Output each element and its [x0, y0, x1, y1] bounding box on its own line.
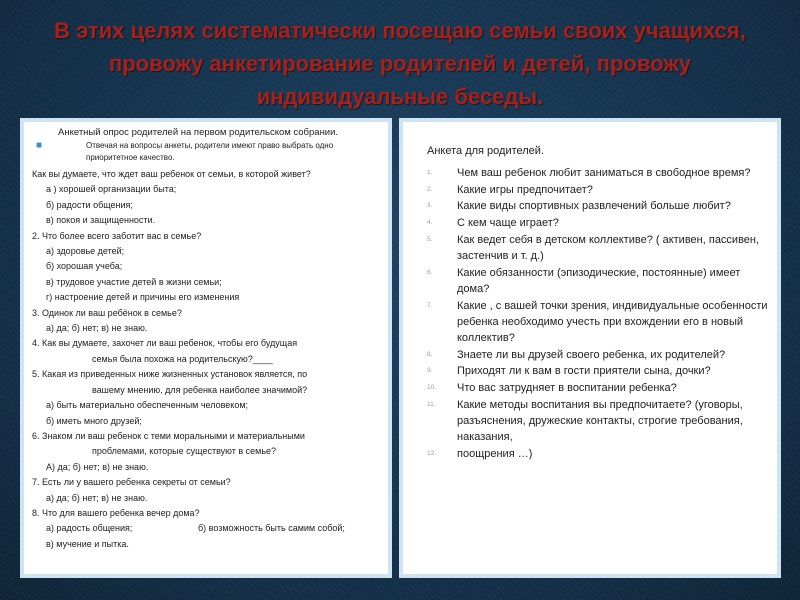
- list-item-text: Как ведет себя в детском коллективе? ( активен, пассивен, застенчив и т. д.): [457, 233, 760, 263]
- survey-instruction-text: Отвечая на вопросы анкеты, родители имеют право выбрать одно приоритетное качество.: [86, 141, 334, 162]
- question-7: 7. Есть ли у вашего ребенка секреты от семьи?: [32, 477, 231, 488]
- list-item: [427, 265, 771, 297]
- question-5-continued: вашему мнению, для ребенка наиболее значимой?: [92, 384, 308, 395]
- question-7-options: а) да; б) нет; в) не знаю.: [46, 492, 148, 503]
- list-item-number: 5.: [427, 235, 433, 243]
- question-6-continued: проблемами, которые существуют в семье?: [92, 446, 277, 457]
- question-2-option-b: б) хорошая учеба;: [46, 261, 123, 272]
- list-item-number: 12.: [427, 449, 437, 457]
- list-item: [427, 397, 771, 446]
- list-item-number: 1.: [427, 169, 433, 176]
- list-item: [427, 165, 771, 181]
- list-item: [427, 182, 771, 198]
- list-item-number: 7.: [427, 301, 433, 309]
- list-item-number: 8.: [427, 350, 433, 358]
- list-item-number: 10.: [427, 384, 437, 392]
- question-2-option-c: в) трудовое участие детей в жизни семьи;: [46, 276, 222, 287]
- list-item: [427, 347, 771, 363]
- question-8: 8. Что для вашего ребенка вечер дома?: [32, 507, 200, 518]
- question-1: Как вы думаете, что ждет ваш ребенок от семьи, в которой живет?: [32, 169, 311, 179]
- list-item-text: С кем чаще играет?: [457, 217, 559, 230]
- list-item: [427, 198, 771, 214]
- list-item: [427, 446, 771, 462]
- list-item: [427, 232, 771, 264]
- list-item-text: Какие , с вашей точки зрения, индивидуальные особенности ребенка необходимо учесть при вхождении его в новый коллектив?: [457, 299, 768, 345]
- question-8-option-a: а) радость общения;: [46, 523, 133, 534]
- question-5-option-a: а) быть материально обеспеченным человеком;: [46, 400, 249, 411]
- question-3-options: а) да; б) нет; в) не знаю.: [46, 323, 148, 334]
- question-4: 4. Как вы думаете, захочет ли ваш ребенок, чтобы его будущая: [32, 338, 298, 349]
- list-item-text: Что вас затрудняет в воспитании ребенка?: [457, 382, 677, 395]
- question-4-continued: семья была похожа на родительскую?____: [92, 353, 273, 364]
- question-8-option-c: в) мучение и пытка.: [46, 538, 129, 549]
- list-item: [427, 363, 771, 379]
- list-item-text: Какие обязанности (эпизодические, постоянные) имеет дома?: [457, 266, 741, 295]
- list-item-number: 9.: [427, 367, 433, 375]
- list-item-text: Какие виды спортивных развлечений больше любит?: [457, 200, 731, 213]
- list-item-text: Какие игры предпочитает?: [457, 183, 593, 196]
- list-item-number: 11.: [427, 400, 436, 408]
- list-item-text: Какие методы воспитания вы предпочитаете? (уговоры, разъяснения, дружеские контакты, строгие требования, наказания,: [457, 398, 743, 444]
- list-item-text: поощрения …): [457, 447, 533, 460]
- question-2: 2. Что более всего заботит вас в семье?: [32, 230, 202, 241]
- list-item-number: 4.: [427, 219, 433, 227]
- list-item-text: Знаете ли вы друзей своего ребенка, их родителей?: [457, 348, 726, 361]
- question-2-option-a: а) здоровье детей;: [46, 246, 125, 257]
- question-5: 5. Какая из приведенных ниже жизненных установок является, по: [32, 369, 308, 380]
- questionnaire-heading: Анкета для родителей.: [427, 145, 544, 157]
- parent-survey-panel: [20, 118, 392, 578]
- question-8-options-row: [32, 521, 384, 536]
- list-item-text: Чем ваш ребенок любит заниматься в свободное время?: [457, 167, 751, 179]
- question-3: 3. Одинок ли ваш ребёнок в семье?: [32, 307, 182, 318]
- survey-instruction: [32, 140, 384, 164]
- question-2-option-d: г) настроение детей и причины его изменения: [46, 292, 240, 303]
- list-item-number: 2.: [427, 185, 433, 193]
- question-6-options: А) да; б) нет; в) не знаю.: [46, 461, 149, 472]
- questionnaire-list: [427, 165, 771, 462]
- question-1-option-b: б) радости общения;: [46, 199, 133, 210]
- question-1-option-a: а ) хорошей организации быта;: [46, 184, 177, 195]
- list-item: [427, 215, 771, 231]
- list-item: [427, 380, 771, 396]
- list-item-number: 3.: [427, 202, 433, 210]
- question-5-option-b: б) иметь много друзей;: [46, 415, 142, 426]
- list-item-number: 6.: [427, 268, 433, 276]
- survey-heading: Анкетный опрос родителей на первом родительском собрании.: [58, 127, 339, 138]
- list-item-text: Приходят ли к вам в гости приятели сына, дочки?: [457, 365, 711, 378]
- question-8-option-b: б) возможность быть самим собой;: [198, 523, 345, 534]
- question-1-option-c: в) покоя и защищенности.: [46, 215, 156, 226]
- list-item: [427, 298, 771, 347]
- bullet-icon: ■: [36, 140, 43, 151]
- parent-questionnaire-panel: [399, 118, 781, 578]
- slide-title: В этих целях систематически посещаю семьи своих учащихся, провожу анкетирование родителей и детей, провожу индивидуальные беседы.: [54, 18, 746, 109]
- question-6: 6. Знаком ли ваш ребенок с теми моральными и материальными: [32, 430, 305, 441]
